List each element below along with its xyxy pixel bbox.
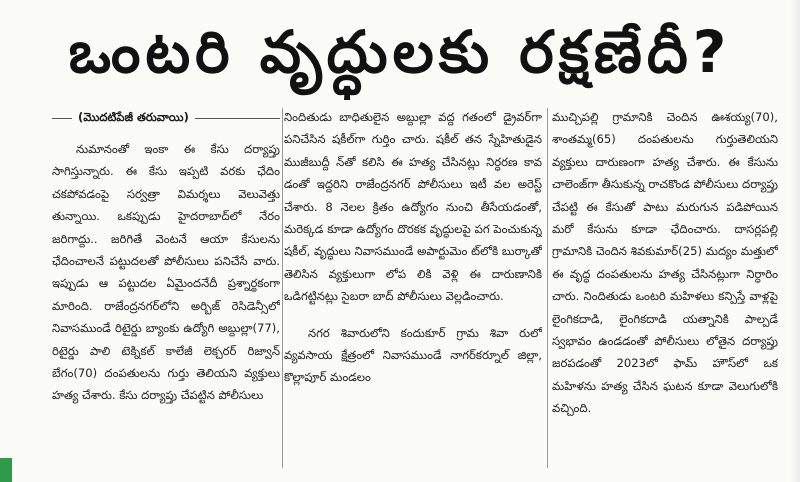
article-paragraph: నిందితుడు బాధితులైన అబ్దుల్లా వద్ద గతంలో డ్రైవర్‌గా పనిచేసిన షకీల్‌గా గుర్తిం చారు. షకీల్ తన స్నేహితుడైన ముజీబుద్దీ న్‌తో కలిసి ఈ హత్య చేసినట్లు నిర్ధరణ కావ డంతో ఇద్దరిని రాజేంద్రనగర్ పోలీసులు ఇటీ వల అరెస్ట్ చేశారు. 8 నెలల క్రితం ఉద్యోగం నుంచి తీసేయడంతో, మరెక్కడ కూడా ఉద్యోగం దొరకక వృద్ధులపై పగ పెంచుకున్న షకీల్, వృద్ధులు నివాసముండే అపార్టుమెం ట్‌లోకి బుర్కాతో తెలిసిన వ్యక్తులుగా లోప లికి వెళ్లి ఈ దారుణానికి ఒడిగట్టినట్లు సైబరా బాద్ పోలీసులు వెల్లడించారు. [284, 110, 542, 304]
continued-marker [52, 106, 280, 130]
marker-line [52, 118, 72, 119]
article-column-1 [52, 106, 280, 472]
continued-label: (మొదటిపేజీ తరువాయి) [78, 109, 189, 124]
article-column-2 [284, 106, 542, 472]
marker-line [195, 118, 280, 119]
page-edge-tab [0, 458, 12, 482]
page-edge-shadow [790, 0, 800, 482]
headline: ఒంటరి వృద్ధులకు రక్షణేదీ? [68, 18, 732, 86]
article-paragraph: నుమానంతో ఇంకా ఈ కేసు దర్యాప్తు సాగిస్తున్నారు. ఈ కేసు ఇప్పటి వరకు ఛేదిం చకపోవడంపై సర్వత్రా విమర్శలు వెలువెత్తు తున్నాయి. ఒకప్పుడు హైదరాబాద్‌లో నేరం జరిగాద్దు.. జరిగితే వెంటనే ఆయా కేసులను ఛేదించాలనే పట్టుదలతో పోలీసులు పనిచేసే వారు. ఇప్పుడు ఆ పట్టుదల ఏమైందనేదీ ప్రశ్నార్థకంగా మారింది. రాజేంద్రనగర్‌లోని అర్బిజ్ రెసిడెన్సీలో నివాసముండే రిటైర్డు బ్యాంకు ఉద్యోగి అబ్దుల్లా(77), రిటైర్డు పాలి టెక్నికల్ కాలేజీ లెక్చరర్ రిజ్వాన్ బేగం(70) దంపతులను గుర్తు తెలియని వ్యక్తులు హత్య చేశారు. కేసు దర్యాప్తు చేపట్టిన పోలీసులు [52, 142, 280, 403]
article-paragraph: ముచ్చిపల్లి గ్రామానికి చెందిన ఊశయ్య(70), శాంతమ్మ(65) దంపతులను గుర్తుతెలియని వ్యక్తులు దారుణంగా హత్య చేశారు. ఈ కేసును చాలెంజ్‌గా తీసుకున్న రాచకొండ పోలీసులు దర్యాప్తు చేపట్టి ఈ కేసుతో పాటు మరుగున పడిపోయిన మరో కేసును కూడా ఛేదించారు. దాసర్లపల్లి గ్రామానికి చెందిన శివకుమార్(25) మద్యం మత్తులో ఈ వృద్ధ దంపతులను హత్య చేసినట్లుగా నిర్ధారిం చారు. నిందితుడు ఒంటరి మహిళలు కన్పిస్తే వాళ్లపై లైంగికదాడి, లైంగికదాడి యత్నానికి పాల్పడే స్వభావం ఉండడంతో పోలీసులు లోతైన దర్యాప్తు జరపడంతో 2023లో ఫామ్ హౌస్‌లో ఒక మహిళను హత్య చేసిన ఘటన కూడా వెలుగులోకి వచ్చింది. [552, 110, 778, 416]
article-paragraph: నగర శివారులోని కందుకూర్ గ్రామ శివా రులో వ్యవసాయ క్షేత్రంలో నివాసముండే నాగర్‌కర్నూల్ జిల్లా, కొల్లాపూర్ మండలం [284, 325, 542, 385]
column-divider [547, 108, 548, 468]
column-divider [282, 108, 283, 468]
article-column-3 [552, 106, 778, 472]
